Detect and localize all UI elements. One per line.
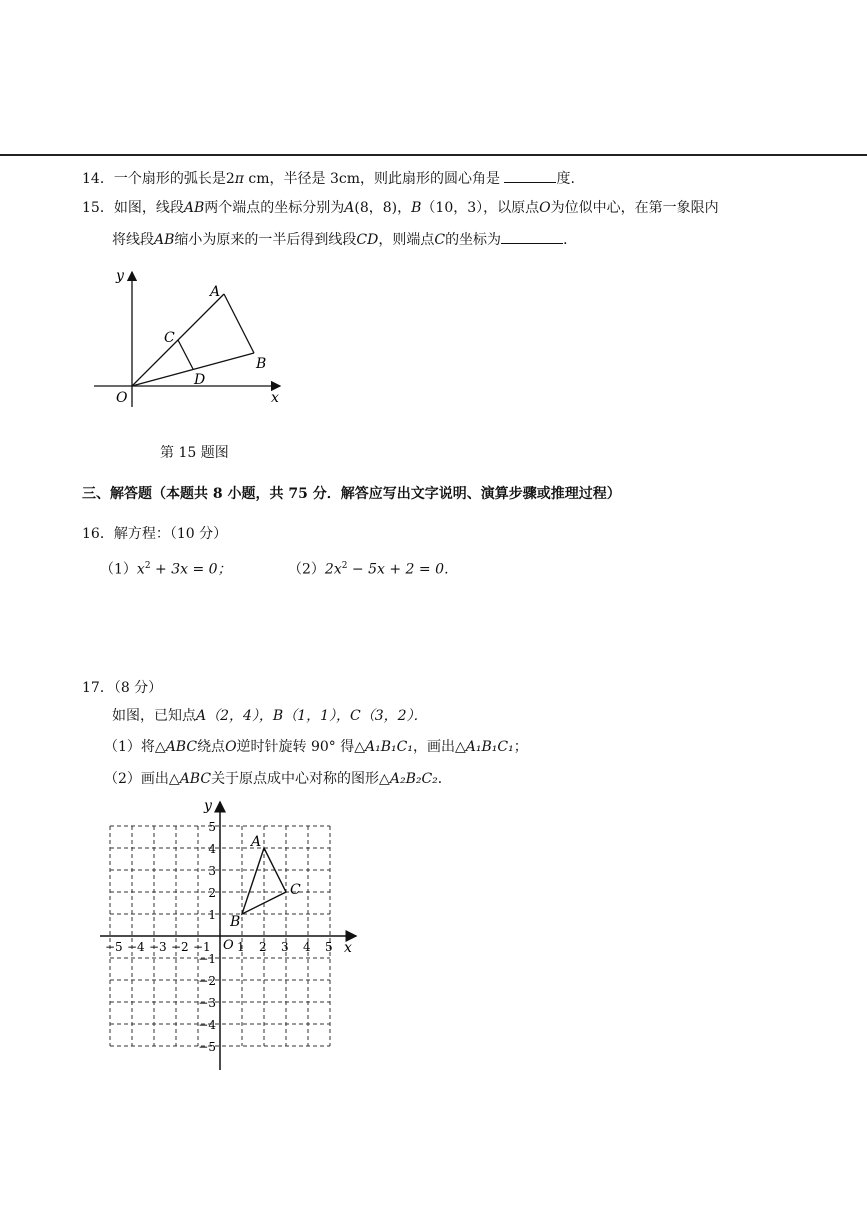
q15-a-coord: (8，8) [354,200,398,216]
q15-text-b: 两个端点的坐标分别为 [204,200,345,216]
q15-o-label-fig: O [116,390,128,406]
q16-p1-a: x [136,561,145,578]
q17-part1-end: ； [513,739,528,755]
q17-header: 17．（8 分） [82,680,163,696]
q15-sep: ， [397,200,412,216]
q17-y-label: y [204,800,212,814]
q17-y-tick-label: 5 [208,820,216,834]
q16-p2-label: （2） [288,561,325,578]
q17-point-c-label: C [290,882,301,898]
q17-x-tick-label: −2 [171,940,189,954]
q17-part2-b: 关于原点成中心对称的图形△ [211,771,390,787]
q17-x-tick-label: 1 [237,940,245,954]
q15-b-label-fig: B [256,356,267,372]
q15-segment-ab [224,294,254,353]
q15-y-label: y [116,268,124,284]
q15-ab: AB [183,200,205,216]
q17-x-tick-label: −5 [105,940,123,954]
q16-p1-exp: 2 [144,561,151,571]
q17-y-tick-label: −1 [198,952,216,966]
q15-line2-d: 的坐标为 [445,232,502,248]
q17-given [112,706,428,726]
q17-part2-a: （2）画出△ [104,771,180,787]
q17-y-tick-label: 1 [208,908,216,922]
q14-pi: π [234,171,244,187]
q16-p1-label: （1） [100,561,137,578]
q17-a1b1c1-2: A₁B₁C₁ [465,739,514,755]
q17-o-label: O [223,938,234,953]
q17-point-b-label: B [230,914,241,930]
q15-figure-caption: 第 15 题图 [160,445,229,461]
q17-point-a-label: A [251,834,262,850]
q17-abc: ABC [165,739,198,755]
q15-answer-blank[interactable] [501,229,563,244]
q17-part1-a: （1）将△ [104,739,166,755]
q15-figure [90,262,290,412]
q17-grid-figure [100,800,380,1072]
q16-header: 16．解方程：（10 分） [82,526,228,542]
q14-number: 14． [82,171,114,187]
q15-end: ． [563,232,578,248]
q17-a1b1c1: A₁B₁C₁ [365,739,413,755]
q15-text-a: 如图，线段 [113,200,184,216]
q15-o-label: O [539,200,551,216]
q17-y-tick-label: −5 [198,1040,216,1054]
q15-number: 15． [82,200,114,216]
q17-y-tick-label: 3 [208,864,216,878]
q17-x-tick-label: 4 [303,940,311,954]
q17-o: O [225,739,237,755]
q15-line2-c: ，则端点 [378,232,435,248]
q15-ab-2: AB [154,232,175,248]
q15-b-coord: （10，3） [421,200,484,216]
question-14 [82,168,575,189]
q15-a-label-fig: A [210,284,221,300]
q17-x-tick-label: 2 [259,940,267,954]
q14-arc-value: 2 [225,171,235,187]
q16-p1-b: + 3x = 0； [150,561,232,578]
q14-text-2: cm，半径是 3cm，则此扇形的圆心角是 [243,171,505,187]
q15-text-c: ，以原点 [483,200,540,216]
question-15-line1 [82,198,719,218]
q17-part1-b: 绕点 [197,739,226,755]
q15-segment-ob [132,353,254,386]
q16-p2-exp: 2 [341,561,348,571]
q15-x-label: x [271,390,279,406]
q17-y-tick-label: −4 [198,1018,216,1032]
q17-x-tick-label: 5 [325,940,333,954]
q15-c-label-fig: C [164,330,175,346]
q15-segment-cd [178,340,193,369]
q17-x-tick-label: −1 [193,940,211,954]
q16-p2-b: − 5x + 2 = 0． [347,561,458,578]
q17-part2 [104,769,452,789]
q17-part1-d: ，画出△ [412,739,466,755]
q15-cd: CD [356,232,379,248]
q14-answer-blank[interactable] [504,168,556,183]
q17-given-a: 如图，已知点 [112,708,196,724]
q15-b-label: B [411,200,422,216]
q15-a-label: A [344,200,355,216]
q17-x-tick-label: −4 [127,940,145,954]
q14-suffix: 度. [556,171,575,187]
q15-c-label: C [434,232,446,248]
q17-y-tick-label: −2 [198,974,216,988]
q17-abc-2: ABC [179,771,212,787]
q17-a2b2c2: A₂B₂C₂ [389,771,438,787]
q17-part2-end: ． [437,771,452,787]
q16-part2 [288,556,458,580]
section-3-title: 三、解答题（本题共 8 小题，共 75 分．解答应写出文字说明、演算步骤或推理过程） [82,486,621,502]
q15-line2-b: 缩小为原来的一半后得到线段 [174,232,357,248]
q17-x-tick-label: 3 [281,940,289,954]
q17-tick-labels [105,820,333,1054]
q17-part1 [104,737,528,757]
q14-text: 一个扇形的弧长是 [113,171,226,187]
q16-p2-a: 2x [324,561,342,578]
question-15-line2 [112,229,577,250]
header-rule [0,154,867,156]
q17-y-tick-label: 2 [208,886,216,900]
q16-part1 [100,556,232,580]
q15-d-label-fig: D [194,372,206,388]
q17-y-tick-label: −3 [198,996,216,1010]
q17-y-tick-label: 4 [208,842,216,856]
q15-line2-a: 将线段 [112,232,154,248]
q17-given-points: A（2，4），B（1，1），C（3，2）． [196,708,428,724]
q17-x-label: x [344,940,352,956]
q15-text-d: 为位似中心，在第一象限内 [550,200,719,216]
q17-part1-c: 逆时针旋转 90° 得△ [236,739,366,755]
q17-x-tick-label: −3 [149,940,167,954]
